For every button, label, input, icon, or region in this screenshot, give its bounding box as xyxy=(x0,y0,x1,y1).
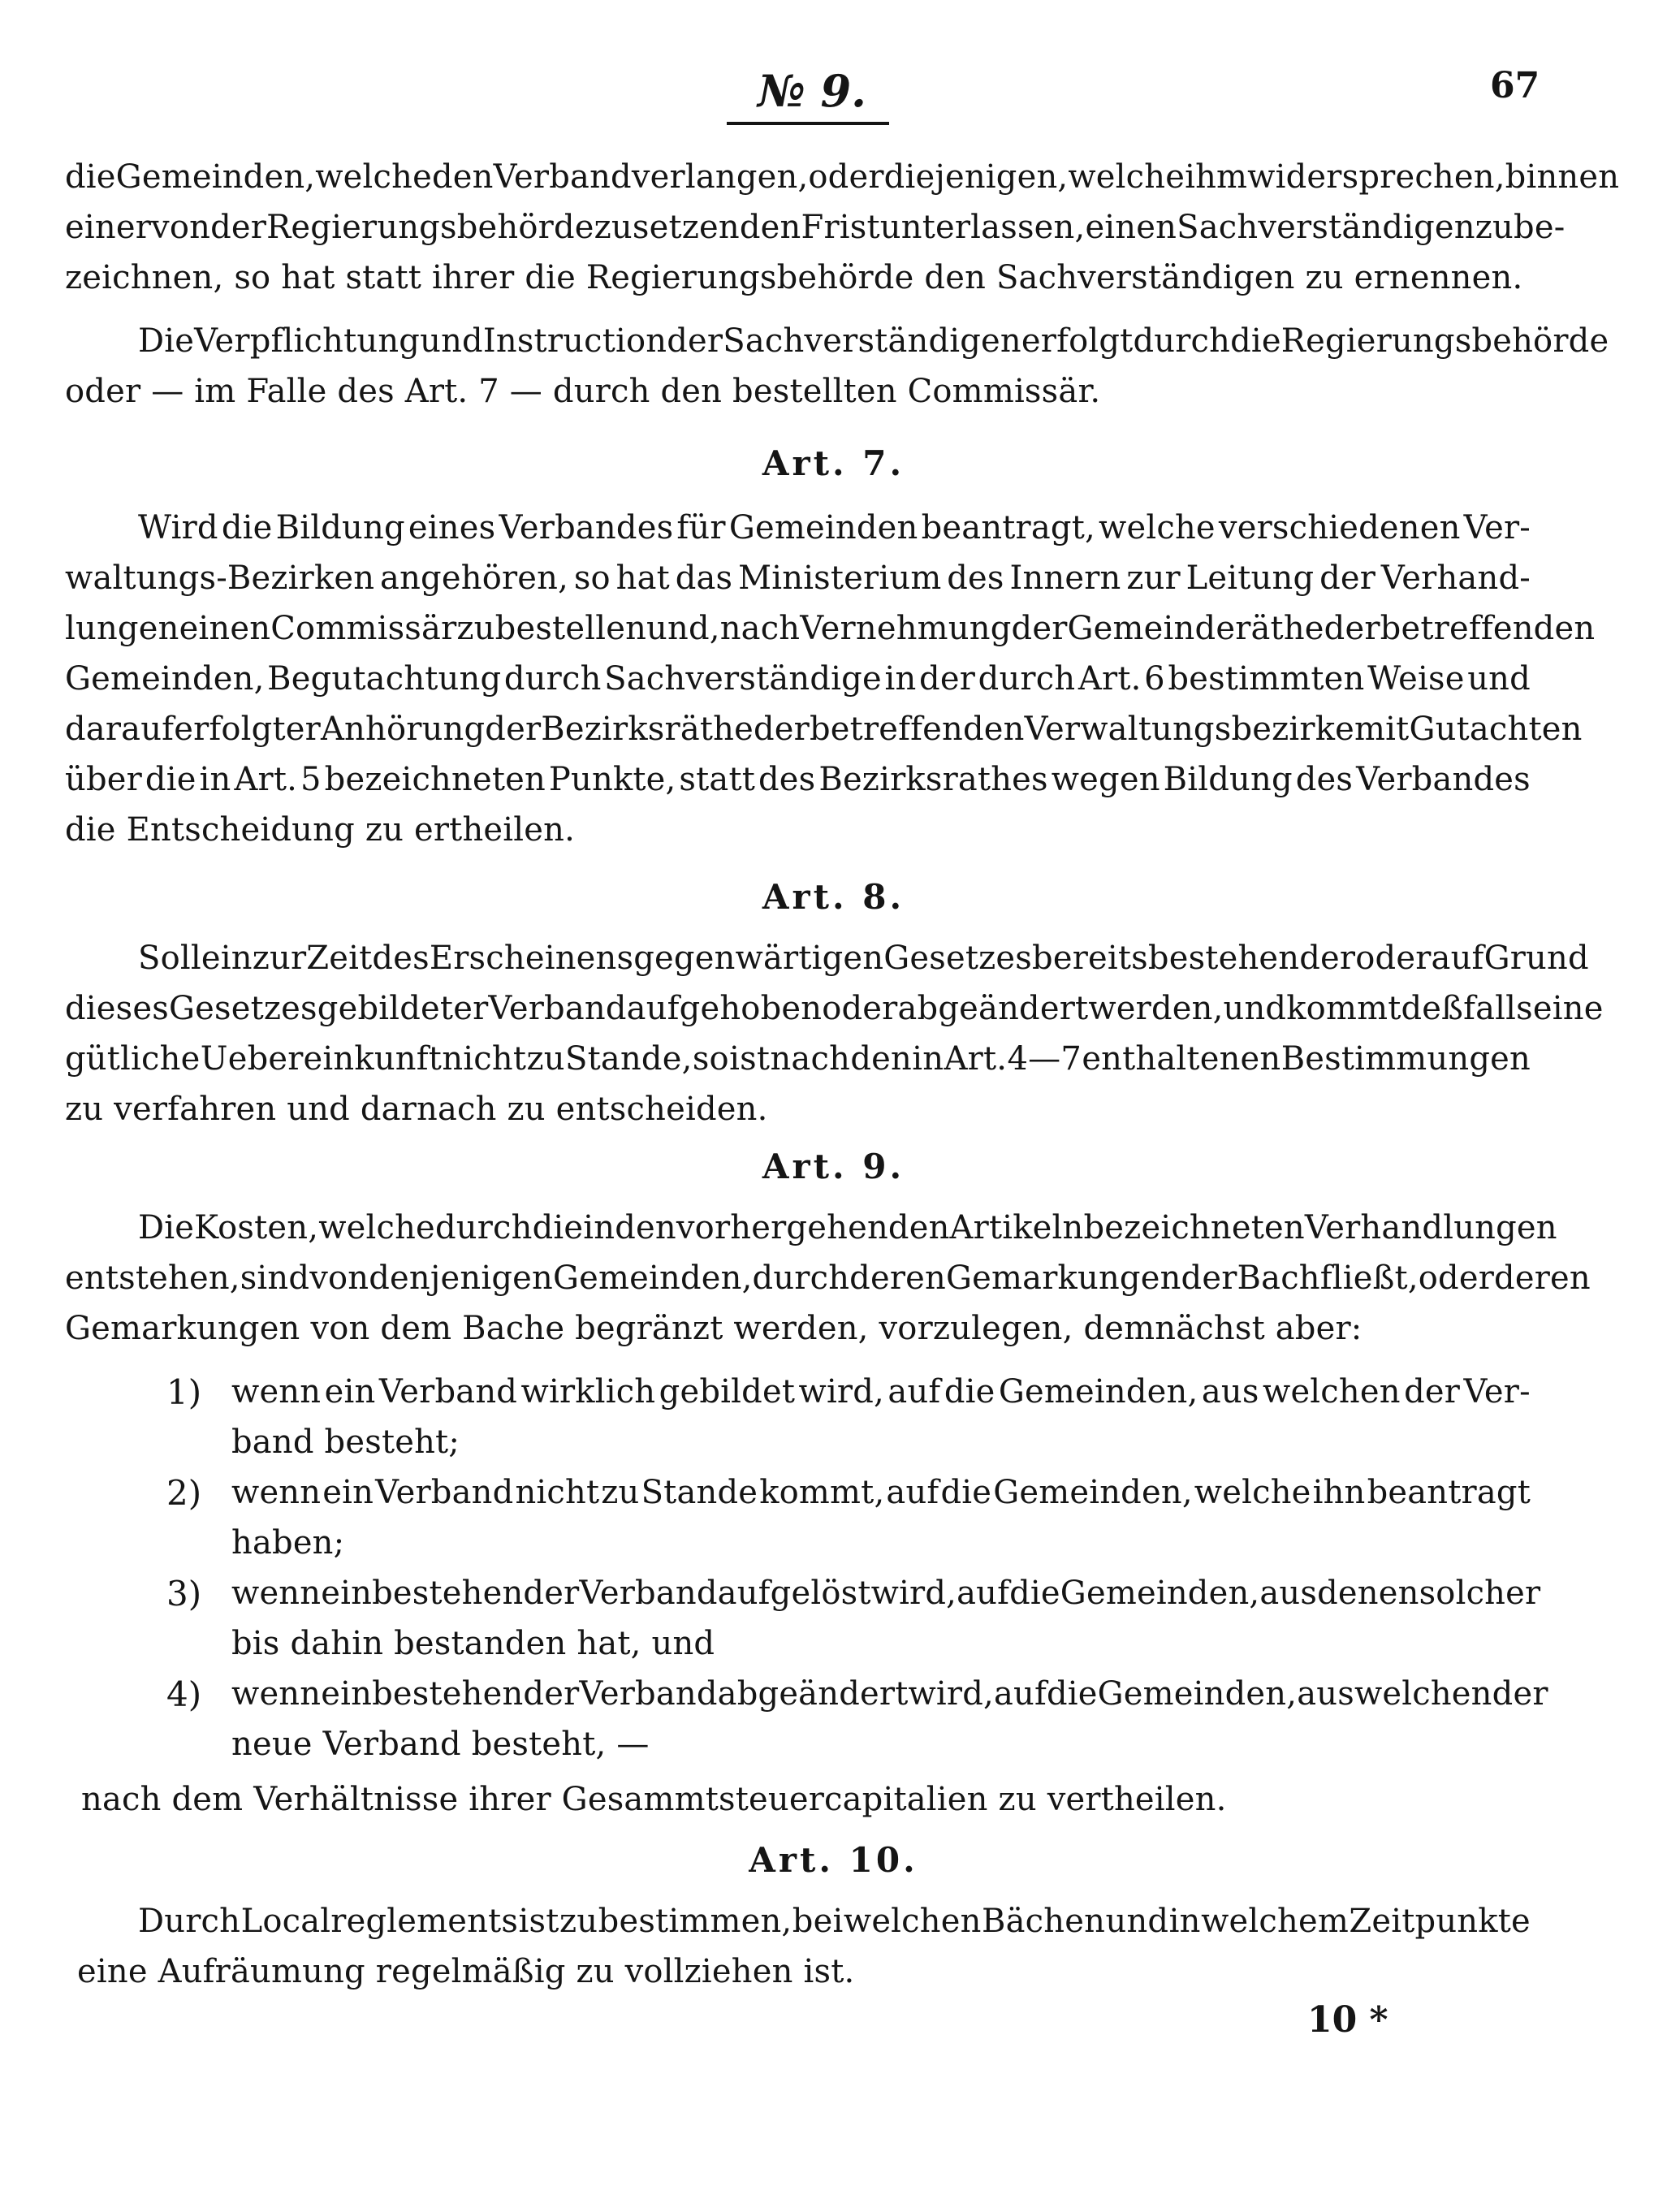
list-item-line: wenn ein Verband nicht zu Stande kommt, auf die Gemeinden, welche ihn beantragt xyxy=(231,1474,1531,1511)
text-line: Die Verpflichtung und Instruction der Sachverständigen erfolgt durch die Regierungsbehörde xyxy=(138,322,1609,360)
text-line: eine Aufräumung regelmäßig zu vollziehen ist. xyxy=(77,1953,855,1990)
list-item-line: wenn ein bestehender Verband aufgelöst wird, auf die Gemeinden, aus denen solcher xyxy=(231,1575,1541,1612)
list-item-line: haben; xyxy=(231,1524,345,1562)
list-number: 1) xyxy=(166,1372,202,1412)
text-line: Durch Localreglements ist zu bestimmen, bei welchen Bächen und in welchem Zeitpunkte xyxy=(138,1903,1531,1940)
text-line: einer von der Regierungsbehörde zu setzenden Frist unterlassen, einen Sachverständigen zu be- xyxy=(65,209,1566,246)
text-line: zeichnen, so hat statt ihrer die Regierungsbehörde den Sachverständigen zu ernennen. xyxy=(65,259,1523,296)
list-item-line: neue Verband besteht, — xyxy=(231,1726,650,1763)
issue-number-underline xyxy=(727,122,889,125)
text-line: Die Kosten, welche durch die in den vorhergehenden Artikeln bezeichneten Verhandlungen xyxy=(138,1209,1557,1246)
text-line: oder — im Falle des Art. 7 — durch den bestellten Commissär. xyxy=(65,373,1101,410)
article-heading: Art. 7. xyxy=(762,443,905,483)
list-item-line: wenn ein Verband wirklich gebildet wird, auf die Gemeinden, aus welchen der Ver- xyxy=(231,1373,1531,1411)
text-line: zu verfahren und darnach zu entscheiden. xyxy=(65,1091,768,1128)
text-line: über die in Art. 5 bezeichneten Punkte, statt des Bezirksrathes wegen Bildung des Verbandes xyxy=(65,761,1531,798)
list-item-line: band besteht; xyxy=(231,1424,460,1461)
text-line: Gemeinden, Begutachtung durch Sachverständige in der durch Art. 6 bestimmten Weise und xyxy=(65,660,1531,698)
text-line: Soll ein zur Zeit des Erscheinens gegenwärtigen Gesetzes bereits bestehender oder auf Grund xyxy=(138,940,1589,977)
text-line: die Entscheidung zu ertheilen. xyxy=(65,811,576,849)
article-heading: Art. 10. xyxy=(749,1840,918,1880)
text-line: waltungs-Bezirken angehören, so hat das Ministerium des Innern zur Leitung der Verhand- xyxy=(65,559,1531,597)
text-line: dieses Gesetzes gebildeter Verband aufgehoben oder abgeändert werden, und kommt deßfalls eine xyxy=(65,990,1604,1027)
issue-number: № 9. xyxy=(758,65,866,117)
text-line: gütliche Uebereinkunft nicht zu Stande, so ist nach den in Art. 4—7 enthaltenen Bestimmungen xyxy=(65,1040,1531,1078)
signature-mark: 10 * xyxy=(1307,1999,1388,2041)
text-line: darauf erfolgter Anhörung der Bezirksräthe der betreffenden Verwaltungsbezirke mit Gutachten xyxy=(65,711,1583,748)
page-number: 67 xyxy=(1490,65,1540,106)
text-line: die Gemeinden, welche den Verband verlangen, oder diejenigen, welche ihm widersprechen, binnen xyxy=(65,158,1620,196)
list-number: 2) xyxy=(166,1473,202,1513)
list-number: 4) xyxy=(166,1674,202,1714)
article-heading: Art. 8. xyxy=(762,877,905,917)
text-line: nach dem Verhältnisse ihrer Gesammtsteuercapitalien zu vertheilen. xyxy=(81,1781,1227,1818)
list-item-line: bis dahin bestanden hat, und xyxy=(231,1625,715,1662)
text-line: lungen einen Commissär zu bestellen und, nach Vernehmung der Gemeinderäthe der betreffenden xyxy=(65,610,1596,647)
list-number: 3) xyxy=(166,1574,202,1614)
text-line: Gemarkungen von dem Bache begränzt werden, vorzulegen, demnächst aber: xyxy=(65,1310,1363,1347)
article-heading: Art. 9. xyxy=(762,1147,905,1186)
list-item-line: wenn ein bestehender Verband abgeändert wird, auf die Gemeinden, aus welchen der xyxy=(231,1675,1548,1713)
text-line: entstehen, sind von denjenigen Gemeinden, durch deren Gemarkungen der Bach fließt, oder deren xyxy=(65,1259,1591,1297)
text-line: Wird die Bildung eines Verbandes für Gemeinden beantragt, welche verschiedenen Ver- xyxy=(138,509,1531,547)
